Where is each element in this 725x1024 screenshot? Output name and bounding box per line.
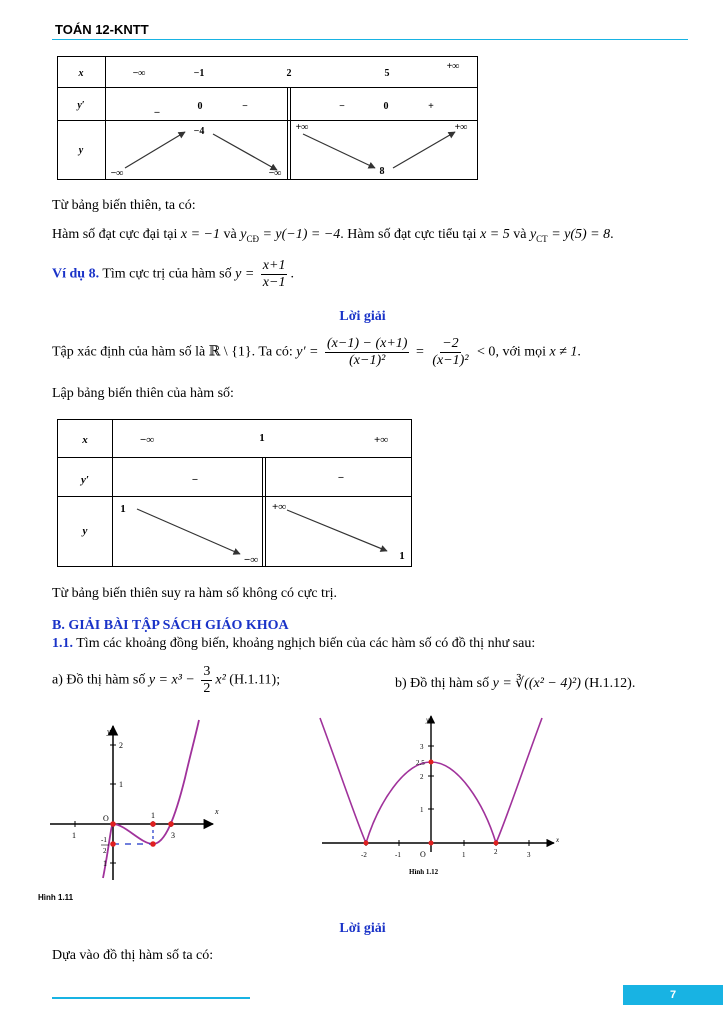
final-line: Dựa vào đồ thị hàm số ta có: bbox=[52, 948, 214, 963]
variation-table-1 bbox=[57, 56, 478, 180]
t1-y-0: −∞ bbox=[110, 168, 124, 179]
t1-yp-4: 0 bbox=[383, 101, 389, 112]
g1-curve bbox=[103, 720, 199, 878]
exercise-1-1: 1.1. Tìm các khoảng đồng biến, khoảng nghịch biến của các hàm số có đồ thị như sau: bbox=[52, 636, 536, 651]
g2-point-m2 bbox=[364, 841, 369, 846]
t1-yp-0: _ bbox=[154, 103, 160, 114]
t1-y-4: 8 bbox=[379, 166, 385, 177]
t1-yp-3: − bbox=[339, 101, 345, 112]
conclusion: Từ bảng biến thiên suy ra hàm số không có cực trị. bbox=[52, 586, 337, 601]
t1-arrow-3 bbox=[303, 134, 375, 168]
t1-label-yp: y′ bbox=[77, 100, 85, 111]
t1-y-3: +∞ bbox=[295, 122, 309, 133]
g1-point-origin bbox=[110, 821, 116, 827]
t2-y-2: +∞ bbox=[271, 501, 287, 513]
g2-label-y: y bbox=[426, 716, 430, 724]
t2-label-y: y bbox=[82, 525, 88, 537]
g1-half-num: -1 bbox=[101, 836, 107, 844]
page-number: 7 bbox=[623, 985, 723, 1005]
g2-point-2 bbox=[494, 841, 499, 846]
g1-half-den: 2 bbox=[103, 847, 107, 855]
table-intro: Lập bảng biến thiên của hàm số: bbox=[52, 386, 234, 401]
t2-y-0: 1 bbox=[120, 503, 126, 515]
t1-x-2: 2 bbox=[286, 68, 292, 79]
g2-tick-x-3: 3 bbox=[527, 851, 531, 859]
g2-tick-y-1: 1 bbox=[420, 806, 424, 814]
t1-arrow-4 bbox=[393, 132, 455, 168]
t2-arrow-2 bbox=[287, 510, 387, 551]
t1-y-2: −∞ bbox=[268, 168, 282, 179]
part-b: b) Đồ thị hàm số y = ∛((x² − 4)²) (H.1.12). bbox=[395, 676, 636, 691]
t1-arrow-2 bbox=[213, 134, 277, 170]
t2-x-0: −∞ bbox=[139, 434, 155, 446]
t2-x-2: +∞ bbox=[373, 434, 389, 446]
graph-h1-12 bbox=[318, 712, 566, 874]
t2-x-1: 1 bbox=[259, 432, 265, 444]
g1-caption: Hình 1.11 bbox=[38, 893, 74, 902]
t1-x-4: +∞ bbox=[446, 61, 460, 72]
t1-yp-5: + bbox=[428, 101, 434, 112]
g1-origin: O bbox=[103, 814, 109, 823]
graph-h1-11 bbox=[45, 718, 225, 886]
g2-origin: O bbox=[420, 850, 426, 859]
g1-label-x: x bbox=[215, 807, 219, 816]
g2-caption: Hình 1.12 bbox=[409, 868, 439, 876]
solution-title: Lời giải bbox=[339, 309, 386, 324]
t1-yp-1: 0 bbox=[197, 101, 203, 112]
g2-tick-y-2: 2 bbox=[420, 773, 424, 781]
t2-y-1: −∞ bbox=[243, 554, 259, 566]
page-header-title: TOÁN 12-KNTT bbox=[55, 22, 149, 37]
t2-yp-1: − bbox=[337, 472, 345, 484]
g2-tick-y-2-5: 2.5 bbox=[416, 759, 425, 767]
text-intro: Từ bảng biến thiên, ta có: bbox=[52, 198, 196, 213]
example-8: Ví dụ 8. Tìm cực trị của hàm số y = $\frac{x+1}{x-1}$ . bbox=[52, 258, 294, 290]
g2-point-origin bbox=[429, 841, 434, 846]
t1-x-3: 5 bbox=[384, 68, 390, 79]
g1-point-min bbox=[150, 841, 156, 847]
domain-derivative-line: Tập xác định của hàm số là ℝ \ {1}. Ta có: y′ = $\frac{(x-1) - (x+1)}{\text{(x−1)²}}$ = $\frac{-2}{\text{(x−1)²}}$ < 0, với mọi x ≠ 1. bbox=[52, 336, 581, 368]
t1-y-1: −4 bbox=[193, 126, 205, 137]
t1-label-y: y bbox=[78, 145, 84, 156]
g1-tick-y-2: 2 bbox=[119, 741, 123, 750]
g1-label-y: y bbox=[107, 727, 111, 736]
t1-x-0: −∞ bbox=[132, 68, 146, 79]
t1-x-1: −1 bbox=[193, 68, 205, 79]
g1-tick-y-1: 1 bbox=[119, 780, 123, 789]
part-a: a) Đồ thị hàm số y = x³ − $\frac{3}{2}$ x² (H.1.11); bbox=[52, 664, 281, 696]
g1-point-x3 bbox=[168, 821, 174, 827]
section-b-title: B. GIẢI BÀI TẬP SÁCH GIÁO KHOA bbox=[52, 618, 289, 633]
t2-label-yp: y′ bbox=[81, 474, 89, 486]
t1-label-x: x bbox=[78, 68, 84, 79]
g1-tick-x-3: 3 bbox=[171, 831, 175, 840]
t1-y-5: +∞ bbox=[454, 122, 468, 133]
solution-title-2: Lời giải bbox=[339, 921, 386, 936]
t2-y-3: 1 bbox=[399, 550, 405, 562]
header-rule bbox=[52, 39, 688, 40]
t2-arrow-1 bbox=[137, 509, 240, 554]
t2-label-x: x bbox=[82, 434, 88, 446]
g2-tick-x-1: 1 bbox=[462, 851, 466, 859]
g2-label-x: x bbox=[556, 836, 560, 844]
text-extrema: Hàm số đạt cực đại tại x = −1 và $y_{CĐ} = y(-1) = -4$. Hàm số đạt cực tiểu tại x = 5 và $y_{CT} = y(5) = 8$. bbox=[52, 227, 614, 244]
g1-point-x1 bbox=[150, 821, 156, 827]
g2-tick-y-3: 3 bbox=[420, 743, 424, 751]
footer-rule bbox=[52, 997, 250, 999]
g1-tick-y-m1: 1 bbox=[103, 859, 107, 868]
t1-yp-2: − bbox=[242, 101, 248, 112]
g1-tick-x-1: 1 bbox=[151, 811, 155, 820]
g2-tick-x-m1: -1 bbox=[395, 851, 401, 859]
g2-tick-x-m2: -2 bbox=[361, 851, 367, 859]
t1-arrow-1 bbox=[125, 132, 185, 168]
g1-point-y bbox=[110, 841, 116, 847]
g1-tick-x-m1: 1 bbox=[72, 831, 76, 840]
g2-point-max bbox=[429, 760, 434, 765]
g2-tick-x-2: 2 bbox=[494, 848, 498, 856]
t2-yp-0: − bbox=[191, 474, 199, 486]
variation-table-2 bbox=[57, 419, 412, 567]
